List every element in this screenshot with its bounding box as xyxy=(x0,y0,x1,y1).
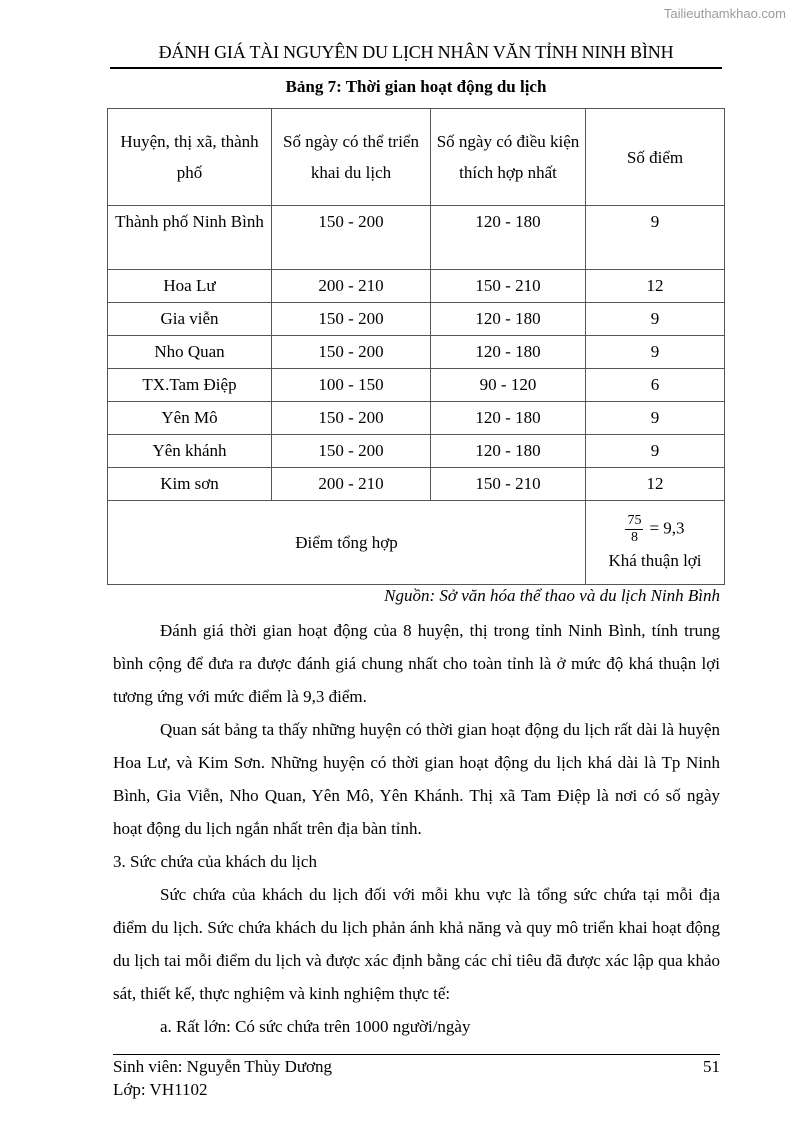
cell: Yên khánh xyxy=(108,435,272,468)
cell: 120 - 180 xyxy=(431,206,586,270)
cell: 12 xyxy=(586,468,725,501)
table-row xyxy=(108,435,725,468)
table-total-row xyxy=(108,501,725,585)
paragraph: Đánh giá thời gian hoạt động của 8 huyện, thị trong tỉnh Ninh Bình, tính trung bình cộng để đưa ra được đánh giá chung nhất cho toàn tỉnh là ở mức độ khá thuận lợi tương ứng với mức điểm là 9,3 điểm. xyxy=(113,621,720,706)
cell: Hoa Lư xyxy=(108,270,272,303)
cell: 120 - 180 xyxy=(431,303,586,336)
total-result: = 9,3 xyxy=(649,518,685,538)
table-row xyxy=(108,468,725,501)
header-cell: Số ngày có thể triển khai du lịch xyxy=(272,109,431,206)
cell: 120 - 180 xyxy=(431,336,586,369)
total-value xyxy=(586,501,725,585)
header-cell: Số ngày có điều kiện thích hợp nhất xyxy=(431,109,586,206)
header-rule xyxy=(110,67,722,69)
cell: 9 xyxy=(586,402,725,435)
header-cell: Số điểm xyxy=(586,109,725,206)
table-row xyxy=(108,402,725,435)
cell: 100 - 150 xyxy=(272,369,431,402)
page-number: 51 xyxy=(703,1057,720,1076)
cell: 150 - 200 xyxy=(272,435,431,468)
table-row xyxy=(108,270,725,303)
cell: Kim sơn xyxy=(108,468,272,501)
cell: 90 - 120 xyxy=(431,369,586,402)
total-rating: Khá thuận lợi xyxy=(608,551,702,570)
page-header: ĐÁNH GIÁ TÀI NGUYÊN DU LỊCH NHÂN VĂN TỈNH NINH BÌNH xyxy=(158,42,674,62)
paragraph: Sức chứa của khách du lịch đối với mỗi khu vực là tổng sức chứa tại mỗi địa điểm du lịch. Sức chứa khách du lịch phản ánh khả năng và quy mô triển khai hoạt động du lịch tai mỗi điểm du lịch và được xác định bằng các chỉ tiêu đã được xác lập qua khảo sát, thiết kế, thực nghiệm và kinh nghiệm thực tế: xyxy=(113,885,720,1003)
cell: 6 xyxy=(586,369,725,402)
body-text xyxy=(113,614,720,1043)
cell: 150 - 200 xyxy=(272,206,431,270)
cell: 9 xyxy=(586,206,725,270)
table-header-row xyxy=(108,109,725,206)
table-row xyxy=(108,206,725,270)
page-footer xyxy=(113,1054,720,1101)
fraction: $\frac{75}{8}$ xyxy=(627,513,642,545)
table-row xyxy=(108,336,725,369)
section-heading: 3. Sức chứa của khách du lịch xyxy=(113,852,317,871)
cell: 12 xyxy=(586,270,725,303)
footer-student: Sinh viên: Nguyễn Thùy Dương xyxy=(113,1057,333,1076)
list-item: a. Rất lớn: Có sức chứa trên 1000 người/ngày xyxy=(160,1017,471,1036)
cell: 9 xyxy=(586,435,725,468)
cell: 200 - 210 xyxy=(272,468,431,501)
total-label: Điểm tổng hợp xyxy=(108,501,586,585)
table-row xyxy=(108,303,725,336)
cell: TX.Tam Điệp xyxy=(108,369,272,402)
cell: Thành phố Ninh Bình xyxy=(108,206,272,270)
cell: 150 - 210 xyxy=(431,468,586,501)
cell: Yên Mô xyxy=(108,402,272,435)
cell: 200 - 210 xyxy=(272,270,431,303)
cell: Nho Quan xyxy=(108,336,272,369)
cell: 150 - 200 xyxy=(272,303,431,336)
cell: 9 xyxy=(586,303,725,336)
table-source: Nguồn: Sở văn hóa thể thao và du lịch Ninh Bình xyxy=(384,586,720,605)
paragraph: Quan sát bảng ta thấy những huyện có thời gian hoạt động du lịch rất dài là huyện Hoa Lư, và Kim Sơn. Những huyện có thời gian hoạt động du lịch khá dài là Tp Ninh Bình, Gia Viễn, Nho Quan, Yên Mô, Yên Khánh. Thị xã Tam Điệp là nơi có số ngày hoạt động du lịch ngắn nhất trên địa bàn tỉnh. xyxy=(113,720,720,838)
table-row xyxy=(108,369,725,402)
cell: 150 - 200 xyxy=(272,336,431,369)
cell: 120 - 180 xyxy=(431,435,586,468)
tourism-time-table xyxy=(107,108,725,585)
cell: Gia viễn xyxy=(108,303,272,336)
cell: 150 - 200 xyxy=(272,402,431,435)
footer-class: Lớp: VH1102 xyxy=(113,1080,208,1099)
watermark: Tailieuthamkhao.com xyxy=(663,6,786,21)
table-caption: Bảng 7: Thời gian hoạt động du lịch xyxy=(285,77,547,96)
cell: 9 xyxy=(586,336,725,369)
header-cell: Huyện, thị xã, thành phố xyxy=(108,109,272,206)
cell: 150 - 210 xyxy=(431,270,586,303)
cell: 120 - 180 xyxy=(431,402,586,435)
